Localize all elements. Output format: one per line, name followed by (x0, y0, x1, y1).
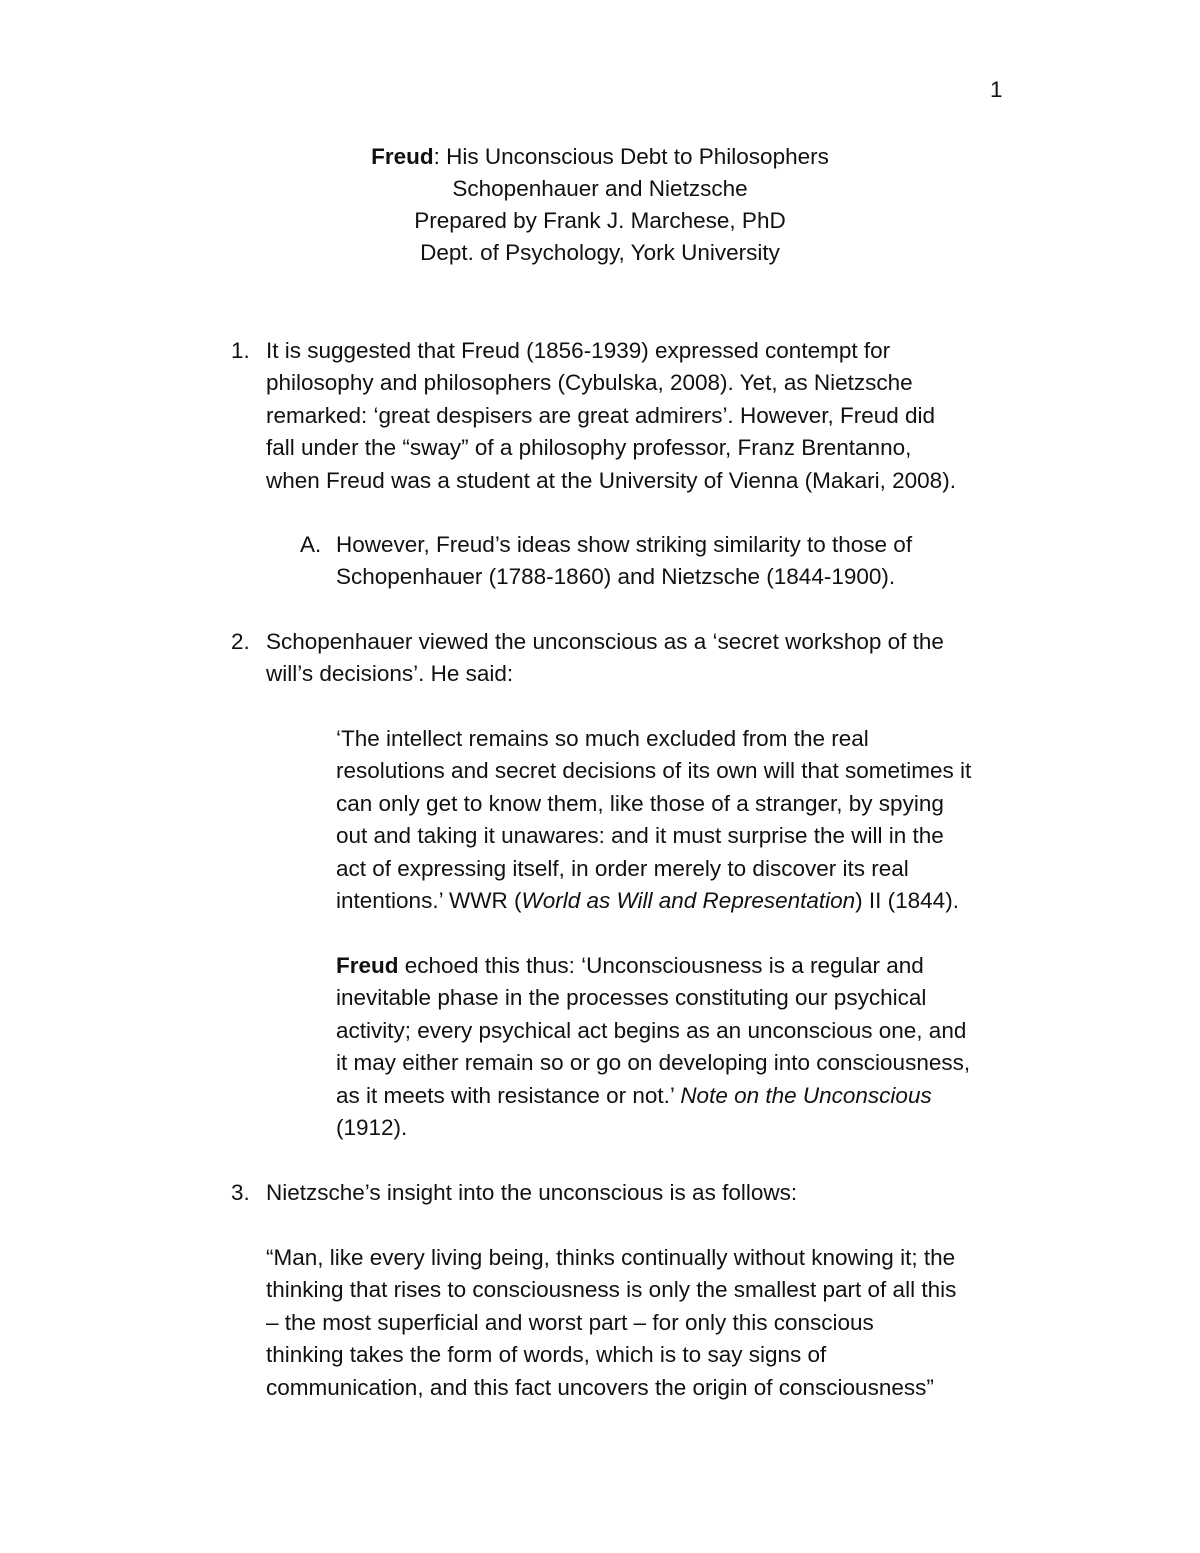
quote-citation-line (336, 1080, 970, 1112)
quote-line: “Man, like every living being, thinks continually without knowing it; the (266, 1245, 956, 1270)
citation-prefix: as it meets with resistance or not.’ (336, 1082, 681, 1108)
item-3-marker: 3. (231, 1180, 250, 1205)
paragraph-line: remarked: ‘great despisers are great admirers’. However, Freud did (266, 402, 936, 428)
paragraph-line: It is suggested that Freud (1856-1939) expressed contempt for (266, 338, 891, 363)
paragraph-line: fall under the “sway” of a philosophy professor, Franz Brentanno, (266, 435, 912, 461)
quote-line: resolutions and secret decisions of its own will that sometimes it (336, 758, 972, 784)
paragraph-line: when Freud was a student at the University of Vienna (Makari, 2008). (266, 467, 956, 493)
paragraph-line: Nietzsche’s insight into the unconscious is as follows: (266, 1180, 798, 1205)
item-1-marker: 1. (231, 338, 250, 363)
work-title-italic: Note on the Unconscious (680, 1082, 932, 1108)
schopenhauer-quote (336, 723, 971, 917)
nietzsche-quote (266, 1242, 956, 1404)
quote-line: act of expressing itself, in order merely to discover its real (336, 855, 909, 881)
paragraph-line: will’s decisions’. He said: (266, 661, 514, 687)
quote-line: inevitable phase in the processes constituting our psychical (336, 985, 927, 1011)
book-title-italic: World as Will and Representation (521, 888, 856, 914)
quote-citation-line (336, 885, 971, 917)
quote-line-rest: echoed this thus: ‘Unconsciousness is a regular and (398, 953, 924, 978)
quote-line: can only get to know them, like those of a stranger, by spying (336, 790, 944, 816)
item-a-paragraph (336, 529, 912, 594)
quote-line: thinking that rises to consciousness is only the smallest part of all this (266, 1277, 957, 1303)
title-block (0, 141, 1200, 269)
department-line: Dept. of Psychology, York University (420, 240, 780, 265)
item-a-marker: A. (300, 532, 322, 557)
paragraph-line: Schopenhauer viewed the unconscious as a ‘secret workshop of the (266, 629, 944, 654)
paragraph-line: philosophy and philosophers (Cybulska, 2008). Yet, as Nietzsche (266, 370, 913, 396)
item-2-marker: 2. (231, 629, 250, 654)
item-1-paragraph (266, 335, 956, 497)
item-2-paragraph (266, 626, 944, 691)
quote-line: it may either remain so or go on developing into consciousness, (336, 1050, 971, 1076)
paragraph-line: However, Freud’s ideas show striking similarity to those of (336, 532, 913, 557)
title-line-2: Schopenhauer and Nietzsche (452, 176, 748, 201)
freud-quote (336, 950, 970, 1144)
item-3-paragraph (266, 1177, 797, 1209)
quote-line: thinking takes the form of words, which is to say signs of (266, 1342, 827, 1368)
quote-line: ‘The intellect remains so much excluded from the real (336, 726, 869, 751)
quote-line: activity; every psychical act begins as an unconscious one, and (336, 1017, 967, 1043)
citation-suffix: ) II (1844). (855, 888, 959, 914)
paragraph-line: Schopenhauer (1788-1860) and Nietzsche (1844-1900). (336, 564, 896, 590)
title-line-1-rest: : His Unconscious Debt to Philosophers (433, 144, 829, 169)
quote-line: – the most superficial and worst part – for only this conscious (266, 1309, 874, 1335)
quote-line: out and taking it unawares: and it must surprise the will in the (336, 823, 944, 849)
quote-line: (1912). (336, 1115, 408, 1141)
freud-bold-word: Freud (336, 953, 399, 978)
citation-prefix: intentions.’ WWR ( (336, 888, 522, 914)
title-line-1 (0, 141, 1200, 173)
quote-line (336, 950, 970, 982)
quote-line: communication, and this fact uncovers the origin of consciousness” (266, 1374, 934, 1400)
title-bold-word: Freud (371, 144, 434, 169)
page-number: 1 (990, 77, 1003, 102)
author-line: Prepared by Frank J. Marchese, PhD (414, 208, 786, 233)
